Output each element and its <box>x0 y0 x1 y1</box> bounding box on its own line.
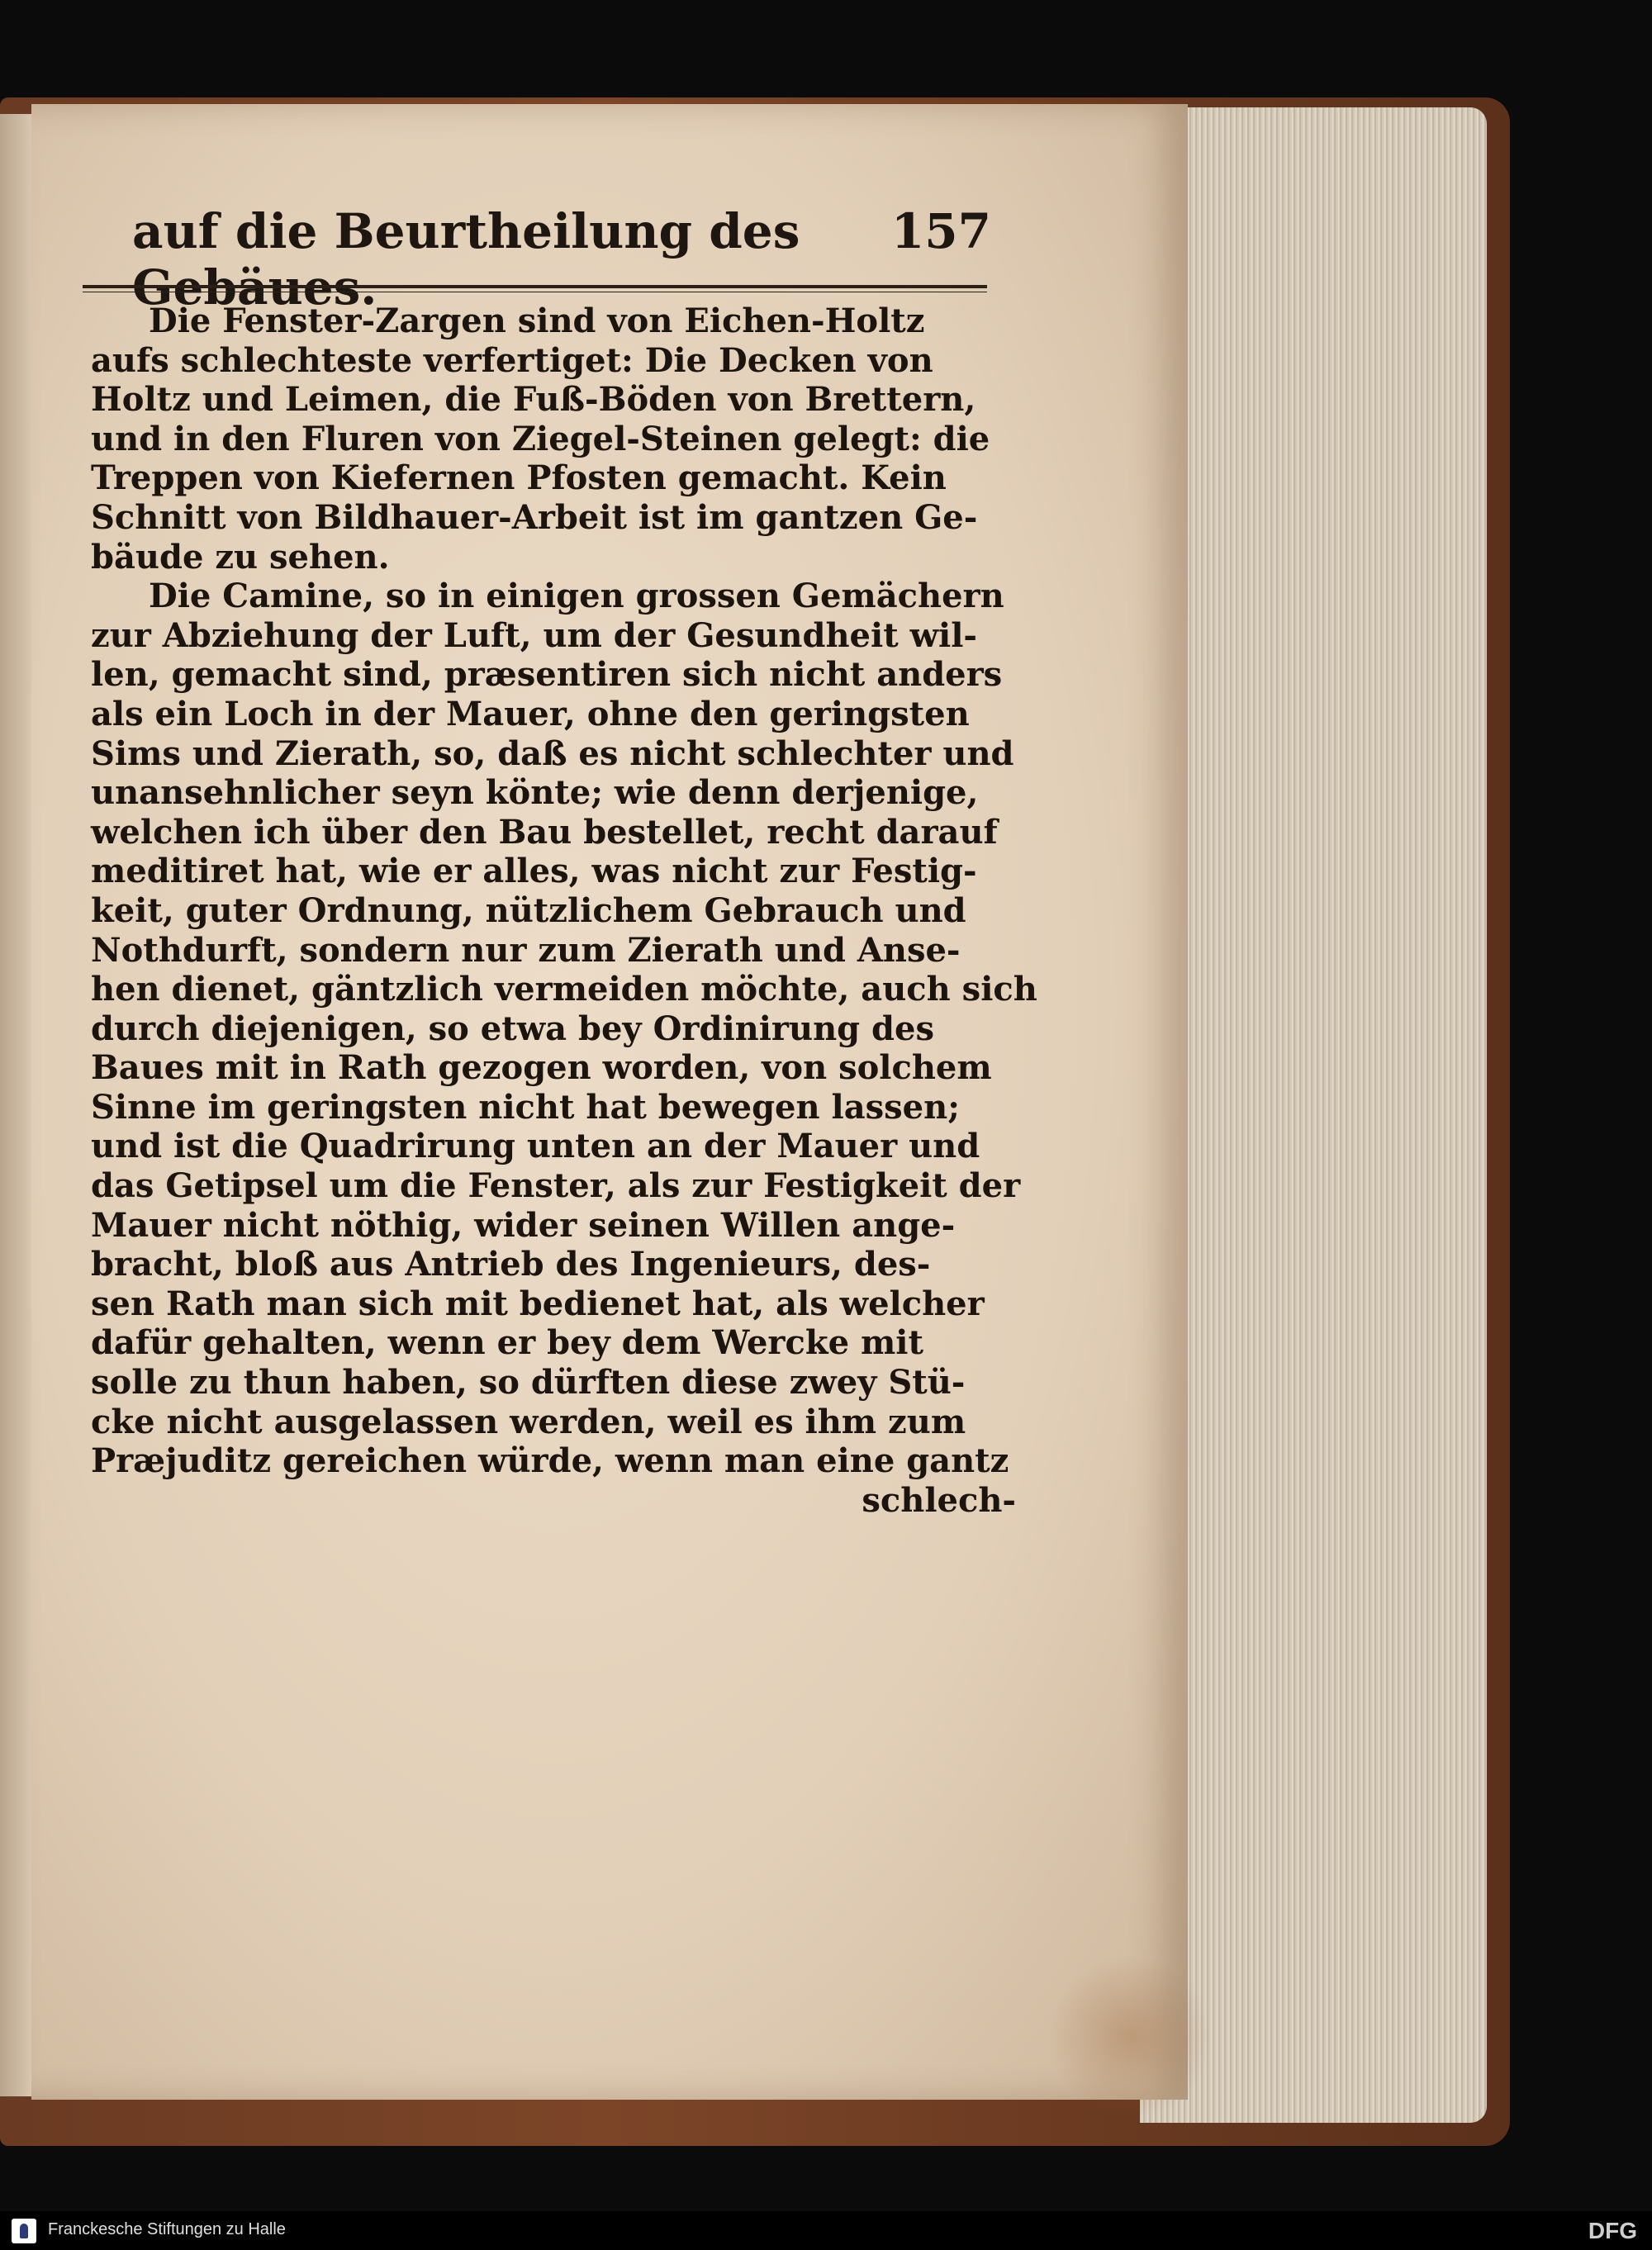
dfg-badge: DFG <box>1588 2218 1637 2243</box>
text-line: und ist die Quadrirung unten an der Mauer und <box>91 1127 980 1166</box>
left-page-edge <box>0 114 33 2096</box>
text-line: welchen ich über den Bau bestellet, recht darauf <box>91 812 998 852</box>
text-line: cke nicht ausgelassen werden, weil es ihm zum <box>91 1402 966 1441</box>
institution-label: Franckesche Stiftungen zu Halle <box>48 2220 286 2238</box>
text-line: bäude zu sehen. <box>91 537 390 577</box>
page-header <box>132 198 991 316</box>
text-line: hen dienet, gäntzlich vermeiden möchte, auch sich <box>91 970 1037 1009</box>
text-line: Die Fenster-Zargen sind von Eichen-Holtz <box>149 301 925 340</box>
text-line: das Getipsel um die Fenster, als zur Festigkeit der <box>91 1166 1021 1206</box>
text-line: zur Abziehung der Luft, um der Gesundheit wil- <box>91 615 978 655</box>
page-edges <box>1140 107 1487 2123</box>
text-line: Sims und Zierath, so, daß es nicht schlechter und <box>91 733 1014 773</box>
header-rule <box>83 285 987 288</box>
catchword: schlech- <box>862 1480 1016 1520</box>
text-line: keit, guter Ordnung, nützlichem Gebrauch und <box>91 890 966 930</box>
text-line: Sinne im geringsten nicht hat bewegen lassen; <box>91 1087 960 1127</box>
body-text <box>91 301 1037 1520</box>
text-line: Treppen von Kiefernen Pfosten gemacht. Kein <box>91 458 947 498</box>
text-line: Holtz und Leimen, die Fuß-Böden von Brettern, <box>91 380 976 420</box>
text-line: Die Camine, so in einigen grossen Gemächern <box>149 577 1004 616</box>
text-line: als ein Loch in der Mauer, ohne den geringsten <box>91 694 970 733</box>
page-stain <box>1047 1954 1213 2119</box>
text-line: Mauer nicht nöthig, wider seinen Willen ange- <box>91 1205 956 1245</box>
text-line: durch diejenigen, so etwa bey Ordinirung des <box>91 1009 934 1048</box>
text-line: unansehnlicher seyn könte; wie denn derjenige, <box>91 773 979 813</box>
text-line: dafür gehalten, wenn er bey dem Wercke mit <box>91 1323 923 1363</box>
institution-logo-icon <box>12 2219 36 2243</box>
text-line: Nothdurft, sondern nur zum Zierath und Anse- <box>91 930 961 970</box>
text-line: len, gemacht sind, præsentiren sich nicht anders <box>91 655 1003 695</box>
text-line: solle zu thun haben, so dürften diese zwey Stü- <box>91 1363 966 1403</box>
text-line: Baues mit in Rath gezogen worden, von solchem <box>91 1048 992 1088</box>
text-line: sen Rath man sich mit bedienet hat, als welcher <box>91 1284 985 1323</box>
text-line: Præjuditz gereichen würde, wenn man eine gantz <box>91 1441 1009 1481</box>
page-number: 157 <box>890 203 991 259</box>
text-line: Schnitt von Bildhauer-Arbeit ist im gantzen Ge- <box>91 497 978 537</box>
viewer-footer <box>0 2211 1652 2250</box>
text-line: und in den Fluren von Ziegel-Steinen gelegt: die <box>91 419 990 458</box>
text-line: bracht, bloß aus Antrieb des Ingenieurs, des- <box>91 1245 931 1284</box>
running-title: auf die Beurtheilung des Gebäues. <box>132 203 800 316</box>
text-line: meditiret hat, wie er alles, was nicht zur Festig- <box>91 852 977 891</box>
text-line: aufs schlechteste verfertiget: Die Decken von <box>91 340 933 380</box>
